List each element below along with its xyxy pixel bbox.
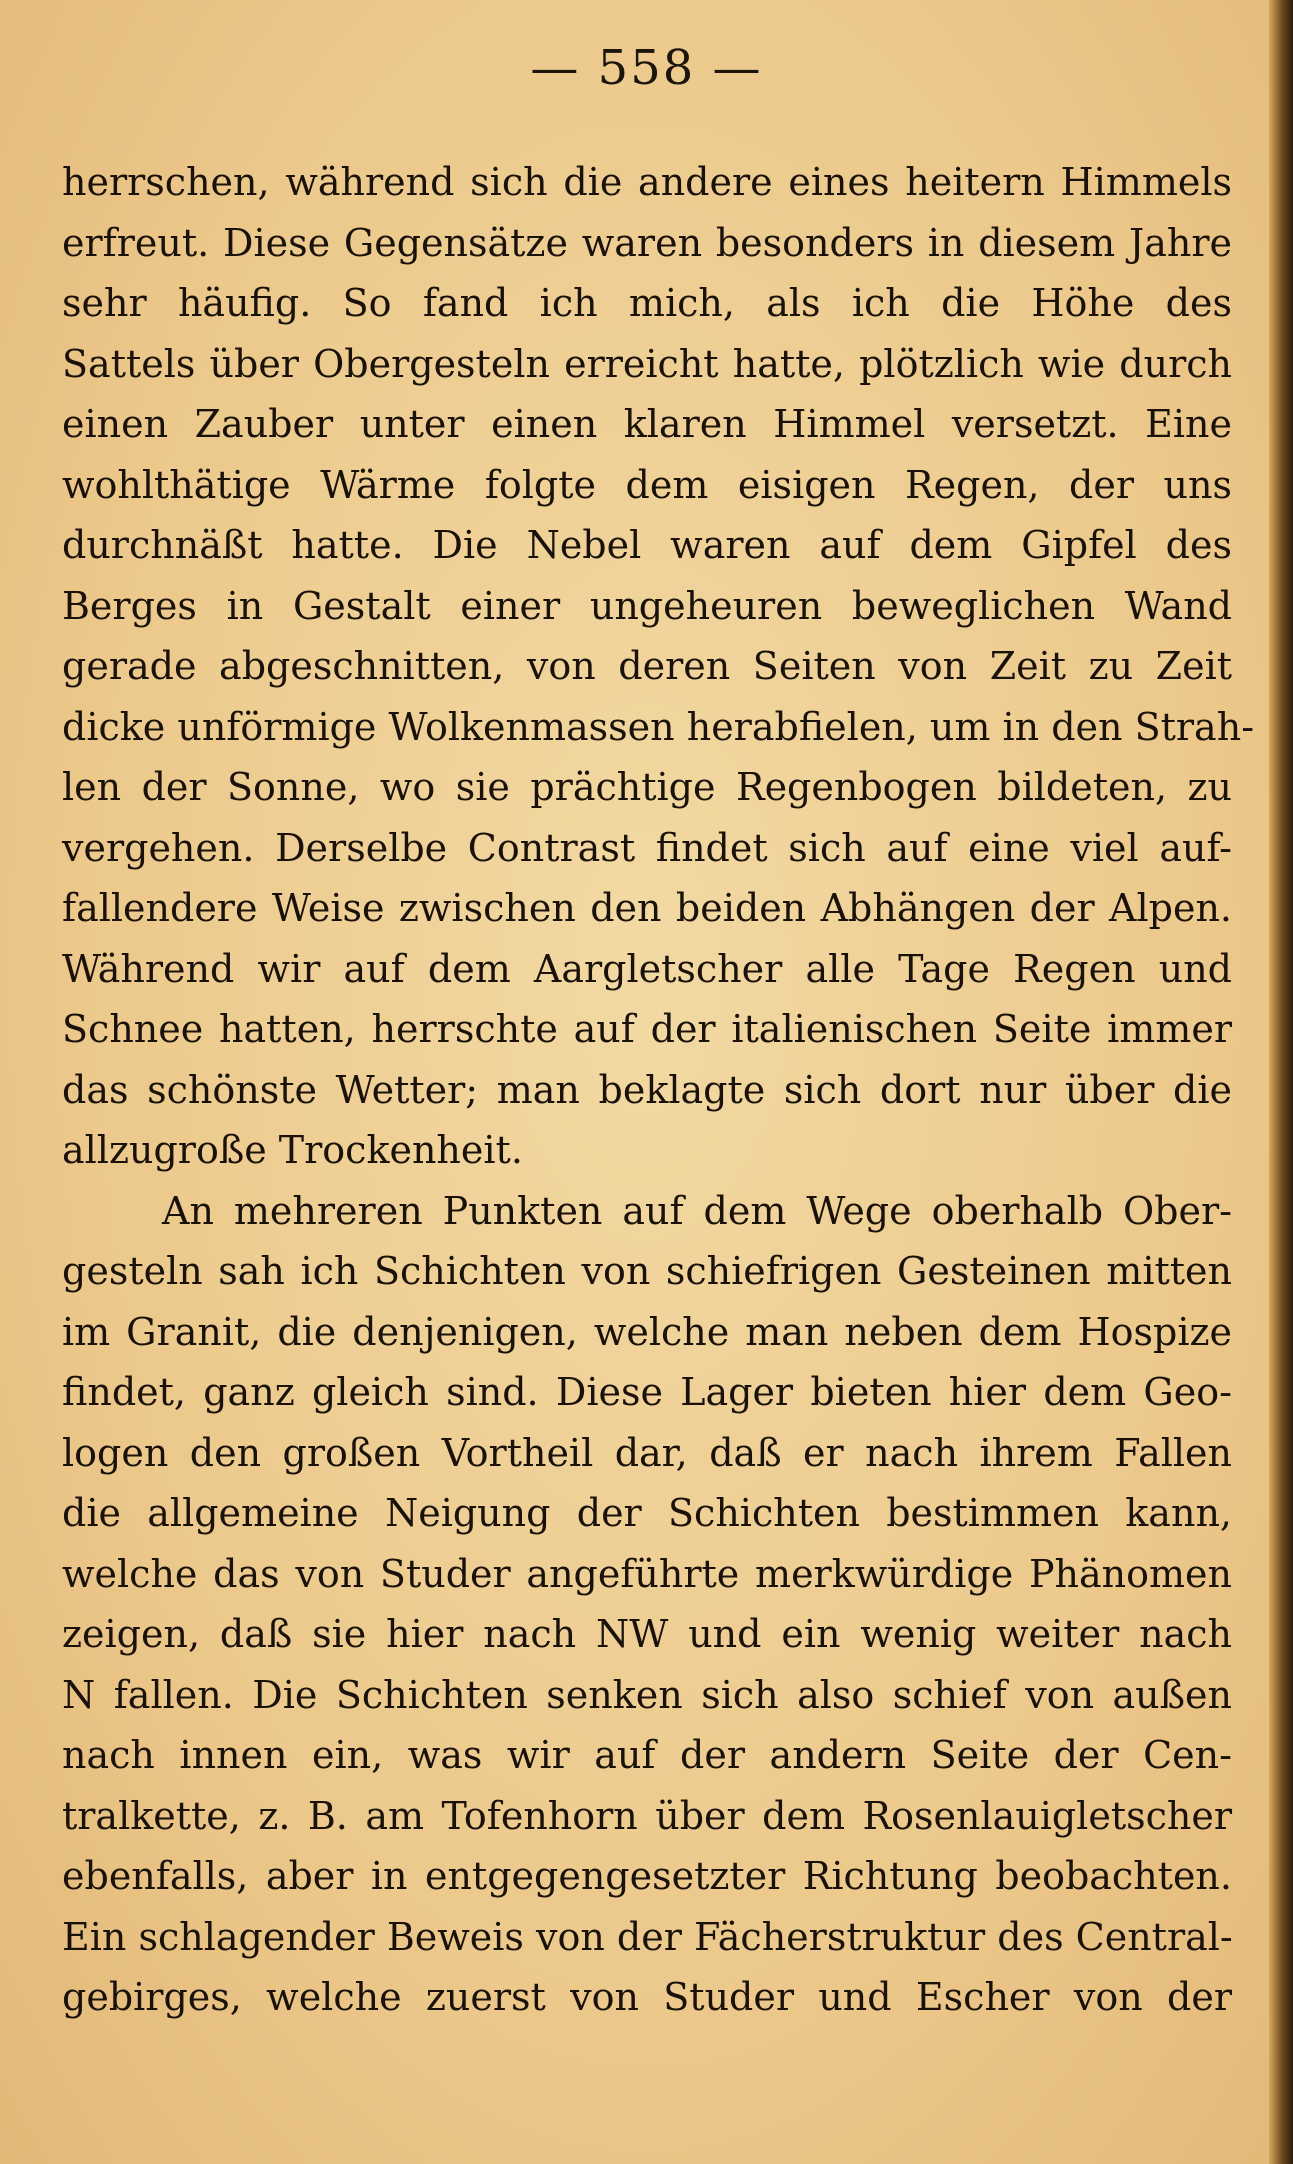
text-line: Ein schlagender Beweis von der Fächerstruktur des Central- <box>62 1914 1233 1959</box>
text-line: findet, ganz gleich sind. Diese Lager bieten hier dem Geo- <box>62 1370 1232 1414</box>
text-line: gesteln sah ich Schichten von schiefrigen Gesteinen mitten <box>62 1249 1232 1293</box>
text-line: fallendere Weise zwischen den beiden Abhängen der Alpen. <box>62 886 1232 930</box>
text-line: logen den großen Vortheil dar, daß er nach ihrem Fallen <box>62 1430 1232 1475</box>
text-line: dicke unförmige Wolkenmassen herabfielen, um in den Strah- <box>62 704 1255 749</box>
text-line: vergehen. Derselbe Contrast findet sich auf eine viel auf- <box>62 825 1232 870</box>
text-line: N fallen. Die Schichten senken sich also schief von außen <box>62 1672 1232 1717</box>
page-number: — 558 — <box>530 40 763 96</box>
text-line: Berges in Gestalt einer ungeheuren beweglichen Wand <box>62 583 1232 628</box>
text-line: Sattels über Obergesteln erreicht hatte, plötzlich wie durch <box>62 341 1232 386</box>
text-line: allzugroße Trockenheit. <box>62 1128 523 1172</box>
text-line: Schnee hatten, herrschte auf der italienischen Seite immer <box>62 1007 1232 1051</box>
text-line: ebenfalls, aber in entgegengesetzter Richtung beobachten. <box>62 1854 1232 1898</box>
text-line: Während wir auf dem Aargletscher alle Tage Regen und <box>62 946 1232 991</box>
page-edge-shadow <box>1269 0 1293 2164</box>
text-line: erfreut. Diese Gegensätze waren besonders in diesem Jahre <box>62 220 1232 265</box>
text-line: len der Sonne, wo sie prächtige Regenbogen bildeten, zu <box>62 765 1232 809</box>
text-line: zeigen, daß sie hier nach NW und ein wenig weiter nach <box>62 1612 1232 1656</box>
text-line: im Granit, die denjenigen, welche man neben dem Hospize <box>62 1309 1232 1354</box>
text-line: einen Zauber unter einen klaren Himmel versetzt. Eine <box>62 402 1232 446</box>
text-line: gerade abgeschnitten, von deren Seiten von Zeit zu Zeit <box>62 644 1232 688</box>
text-line: gebirges, welche zuerst von Studer und Escher von der <box>62 1975 1232 2019</box>
body-text <box>62 152 1255 2028</box>
text-line: durchnäßt hatte. Die Nebel waren auf dem Gipfel des <box>62 523 1232 567</box>
text-line: tralkette, z. B. am Tofenhorn über dem Rosenlauigletscher <box>62 1793 1232 1838</box>
text-line: sehr häufig. So fand ich mich, als ich die Höhe des <box>62 281 1232 325</box>
text-line: nach innen ein, was wir auf der andern Seite der Cen- <box>62 1733 1232 1777</box>
text-line: herrschen, während sich die andere eines heitern Himmels <box>62 160 1232 204</box>
text-line: die allgemeine Neigung der Schichten bestimmen kann, <box>62 1491 1232 1535</box>
text-line: das schönste Wetter; man beklagte sich dort nur über die <box>62 1067 1232 1112</box>
text-line: wohlthätige Wärme folgte dem eisigen Regen, der uns <box>62 462 1232 507</box>
text-line: An mehreren Punkten auf dem Wege oberhalb Ober- <box>162 1188 1232 1233</box>
text-line: welche das von Studer angeführte merkwürdige Phänomen <box>62 1551 1232 1596</box>
